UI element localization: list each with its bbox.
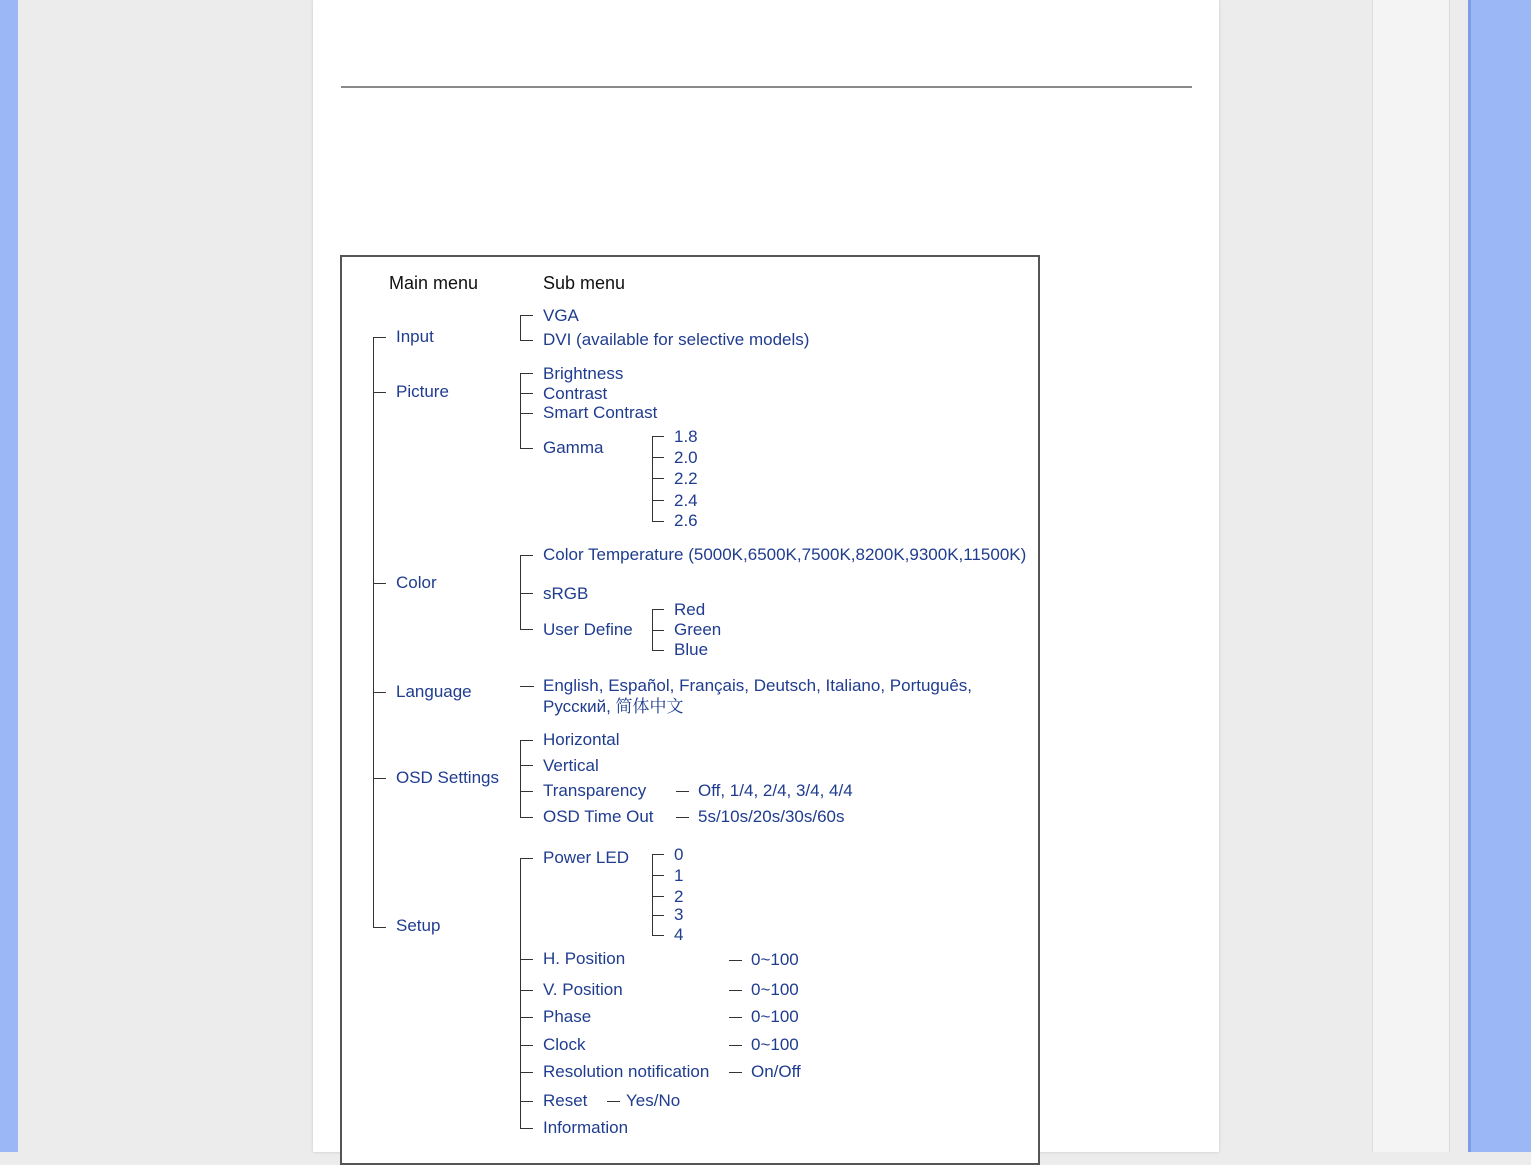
sub-item-osd-timeout: OSD Time Out <box>543 807 654 826</box>
language-list-line-2: Русский, 简体中文 <box>543 697 684 716</box>
sub-item-gamma: Gamma <box>543 438 604 457</box>
tick-clock <box>520 1045 533 1046</box>
tick-gamma-4 <box>652 500 664 501</box>
resolution-value: On/Off <box>751 1062 801 1081</box>
clock-dash <box>729 1045 742 1046</box>
gamma-value: 2.0 <box>674 448 698 467</box>
language-dash <box>520 686 534 687</box>
sub-item-power-led: Power LED <box>543 848 629 867</box>
v-position-dash <box>729 990 742 991</box>
phase-value: 0~100 <box>751 1007 799 1026</box>
tick-green <box>652 630 664 631</box>
tick-led-1 <box>652 875 664 876</box>
sub-item-dvi: DVI (available for selective models) <box>543 330 810 349</box>
tick-gamma <box>520 448 533 449</box>
transparency-dash <box>676 791 689 792</box>
tick-resolution <box>520 1072 533 1073</box>
tick-brightness <box>520 373 533 374</box>
window-frame-left <box>0 0 18 1152</box>
tick-blue <box>652 650 664 651</box>
main-item-color: Color <box>396 573 437 592</box>
language-list-line-1: English, Español, Français, Deutsch, Italiano, Português, <box>543 676 973 695</box>
gamma-value: 2.6 <box>674 511 698 530</box>
timeout-values: 5s/10s/20s/30s/60s <box>698 807 845 826</box>
tick-transparency <box>520 791 533 792</box>
tick-led-3 <box>652 915 664 916</box>
tick-led-0 <box>652 854 664 855</box>
sub-item-reset: Reset <box>543 1091 588 1110</box>
main-item-language: Language <box>396 682 472 701</box>
picture-bracket <box>520 373 521 448</box>
tick-reset <box>520 1101 533 1102</box>
tick-h-position <box>520 959 533 960</box>
power-led-value: 1 <box>674 866 684 885</box>
tick-phase <box>520 1017 533 1018</box>
tick-gamma-1 <box>652 436 664 437</box>
user-define-green: Green <box>674 620 722 639</box>
main-item-input: Input <box>396 327 434 346</box>
tick-osd-timeout <box>520 817 533 818</box>
user-define-red: Red <box>674 600 706 619</box>
window-frame-right-edge <box>1468 0 1471 1152</box>
color-bracket <box>520 555 521 629</box>
gamma-value: 2.4 <box>674 491 698 510</box>
sub-item-v-position: V. Position <box>543 980 623 999</box>
power-led-value: 0 <box>674 845 684 864</box>
tick-gamma-3 <box>652 478 664 479</box>
reset-value: Yes/No <box>626 1091 681 1110</box>
tick-setup <box>373 927 386 928</box>
tick-information <box>520 1128 533 1129</box>
power-led-value: 2 <box>674 887 684 906</box>
h-position-value: 0~100 <box>751 950 799 969</box>
tick-osd <box>373 778 386 779</box>
sub-item-clock: Clock <box>543 1035 586 1054</box>
main-menu-header: Main menu <box>389 273 479 293</box>
tick-srgb <box>520 593 533 594</box>
h-position-dash <box>729 960 742 961</box>
power-led-bracket <box>652 854 653 935</box>
clock-value: 0~100 <box>751 1035 799 1054</box>
tick-red <box>652 609 664 610</box>
main-item-picture: Picture <box>396 382 449 401</box>
sub-item-user-define: User Define <box>543 620 633 639</box>
resolution-dash <box>729 1072 742 1073</box>
tick-dvi <box>520 340 533 341</box>
sub-item-srgb: sRGB <box>543 584 589 603</box>
tick-horizontal <box>520 740 533 741</box>
tick-vga <box>520 315 533 316</box>
sub-item-phase: Phase <box>543 1007 592 1026</box>
sub-item-horizontal: Horizontal <box>543 730 620 749</box>
main-item-setup: Setup <box>396 916 441 935</box>
tick-color <box>373 583 386 584</box>
setup-bracket <box>520 858 521 1129</box>
sidebar-track <box>1372 0 1450 1152</box>
tick-v-position <box>520 990 533 991</box>
tick-gamma-2 <box>652 457 664 458</box>
gamma-value: 2.2 <box>674 469 698 488</box>
tick-language <box>373 692 386 693</box>
main-trunk-line <box>373 337 374 928</box>
tick-contrast <box>520 393 533 394</box>
tick-led-4 <box>652 935 664 936</box>
v-position-value: 0~100 <box>751 980 799 999</box>
sub-menu-header: Sub menu <box>543 273 626 293</box>
tick-user-define <box>520 629 533 630</box>
input-bracket <box>520 315 521 340</box>
transparency-values: Off, 1/4, 2/4, 3/4, 4/4 <box>698 781 853 800</box>
tick-picture <box>373 392 386 393</box>
sub-item-vertical: Vertical <box>543 756 599 775</box>
tick-color-temperature <box>520 555 533 556</box>
tick-power-led <box>520 858 533 859</box>
horizontal-rule <box>341 86 1192 88</box>
sub-item-transparency: Transparency <box>543 781 647 800</box>
tick-gamma-5 <box>652 521 664 522</box>
sub-item-vga: VGA <box>543 306 579 325</box>
tick-input <box>373 337 386 338</box>
gamma-value: 1.8 <box>674 427 698 446</box>
sub-item-smart-contrast: Smart Contrast <box>543 403 658 422</box>
tick-smart-contrast <box>520 413 533 414</box>
reset-dash <box>607 1101 620 1102</box>
phase-dash <box>729 1017 742 1018</box>
sub-item-information: Information <box>543 1118 629 1137</box>
main-item-osd-settings: OSD Settings <box>396 768 499 787</box>
power-led-value: 4 <box>674 925 684 944</box>
power-led-value: 3 <box>674 905 684 924</box>
user-define-blue: Blue <box>674 640 709 659</box>
window-frame-right <box>1468 0 1531 1152</box>
sub-item-resolution-notification: Resolution notification <box>543 1062 710 1081</box>
tick-vertical <box>520 765 533 766</box>
sub-item-brightness: Brightness <box>543 364 624 383</box>
sub-item-h-position: H. Position <box>543 949 626 968</box>
sub-item-color-temperature: Color Temperature (5000K,6500K,7500K,8200K,9300K,11500K) <box>543 545 1027 564</box>
tick-led-2 <box>652 896 664 897</box>
sub-item-contrast: Contrast <box>543 384 608 403</box>
timeout-dash <box>676 817 689 818</box>
osd-bracket <box>520 740 521 817</box>
